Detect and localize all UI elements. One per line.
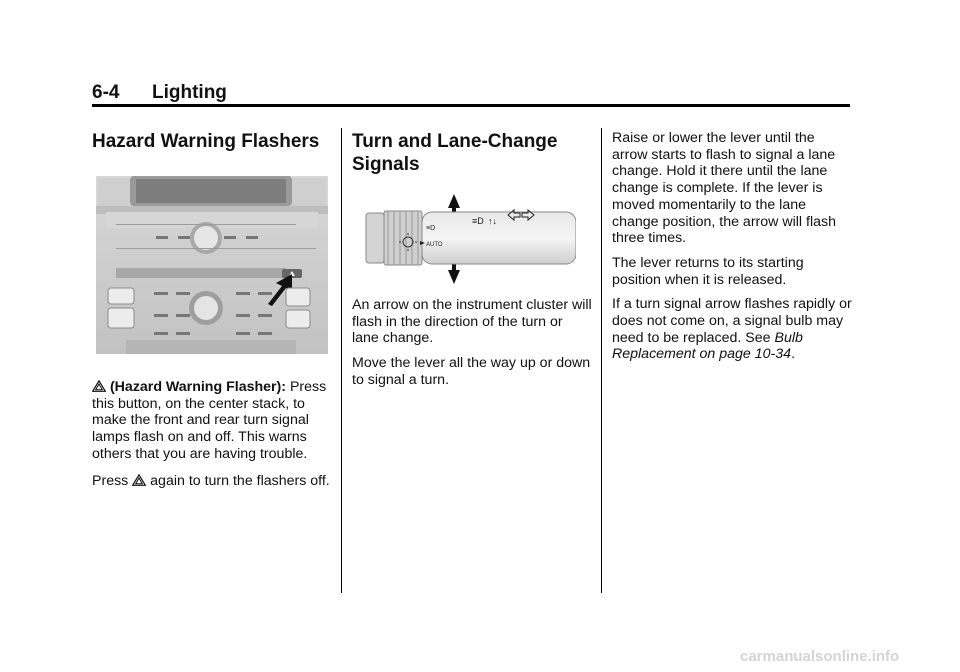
bulb-replacement-link[interactable]: Bulb Replacement on page 10-34 bbox=[612, 329, 803, 363]
header-rule bbox=[92, 104, 850, 107]
auto-label: AUTO bbox=[426, 242, 443, 248]
page-number: 6-4 bbox=[92, 82, 120, 103]
column-2 bbox=[352, 130, 592, 176]
column-divider-2 bbox=[601, 128, 602, 593]
column-1 bbox=[92, 130, 332, 153]
hazard-para2-end: again to turn the flashers off. bbox=[150, 472, 330, 489]
bulb-text: If a turn signal arrow flashes rapidly or does not come on, a signal bulb may need to be replaced. See bbox=[612, 296, 852, 346]
svg-text:≡D: ≡D bbox=[472, 216, 484, 226]
turn-signal-text bbox=[352, 297, 592, 397]
turn-signal-para-1: An arrow on the instrument cluster will flash in the direction of the turn or lane change. bbox=[352, 297, 592, 347]
section-title: Lighting bbox=[152, 82, 227, 103]
bulb-period: . bbox=[791, 346, 796, 363]
hazard-description: Press this button, on the center stack, to make the front and rear turn signal lamps flash on and off. This warns others that you are having trouble. bbox=[92, 379, 327, 462]
hazard-triangle-icon bbox=[132, 474, 146, 486]
hazard-para-2 bbox=[92, 471, 332, 491]
svg-text:≡D: ≡D bbox=[426, 225, 436, 232]
hazard-para-1 bbox=[92, 379, 332, 463]
column-3 bbox=[612, 130, 852, 371]
center-stack-figure bbox=[96, 176, 328, 354]
hazard-heading: Hazard Warning Flashers bbox=[92, 131, 320, 152]
column-divider-1 bbox=[341, 128, 342, 593]
turn-signal-para-2: Move the lever all the way up or down to signal a turn. bbox=[352, 355, 591, 388]
lane-change-para: Raise or lower the lever until the arrow starts to flash to signal a lane change. Hold it there until the lane change is complete. If the lever is moved momentarily to the lane change position, the arrow will flash three times. bbox=[612, 130, 836, 247]
bulb-para bbox=[612, 296, 852, 363]
lever-return-para: The lever returns to its starting position when it is released. bbox=[612, 254, 804, 288]
watermark: carmanualsonline.info bbox=[740, 648, 900, 665]
turn-signal-lever-figure bbox=[364, 194, 576, 286]
hazard-text bbox=[92, 379, 332, 499]
hazard-para2-start: Press bbox=[92, 472, 129, 489]
hazard-lead: (Hazard Warning Flasher): bbox=[109, 379, 287, 395]
svg-text:↑↓: ↑↓ bbox=[488, 216, 497, 226]
turn-signal-heading: Turn and Lane-Change Signals bbox=[352, 131, 558, 175]
hazard-triangle-icon bbox=[92, 380, 106, 392]
page-header bbox=[92, 82, 850, 106]
